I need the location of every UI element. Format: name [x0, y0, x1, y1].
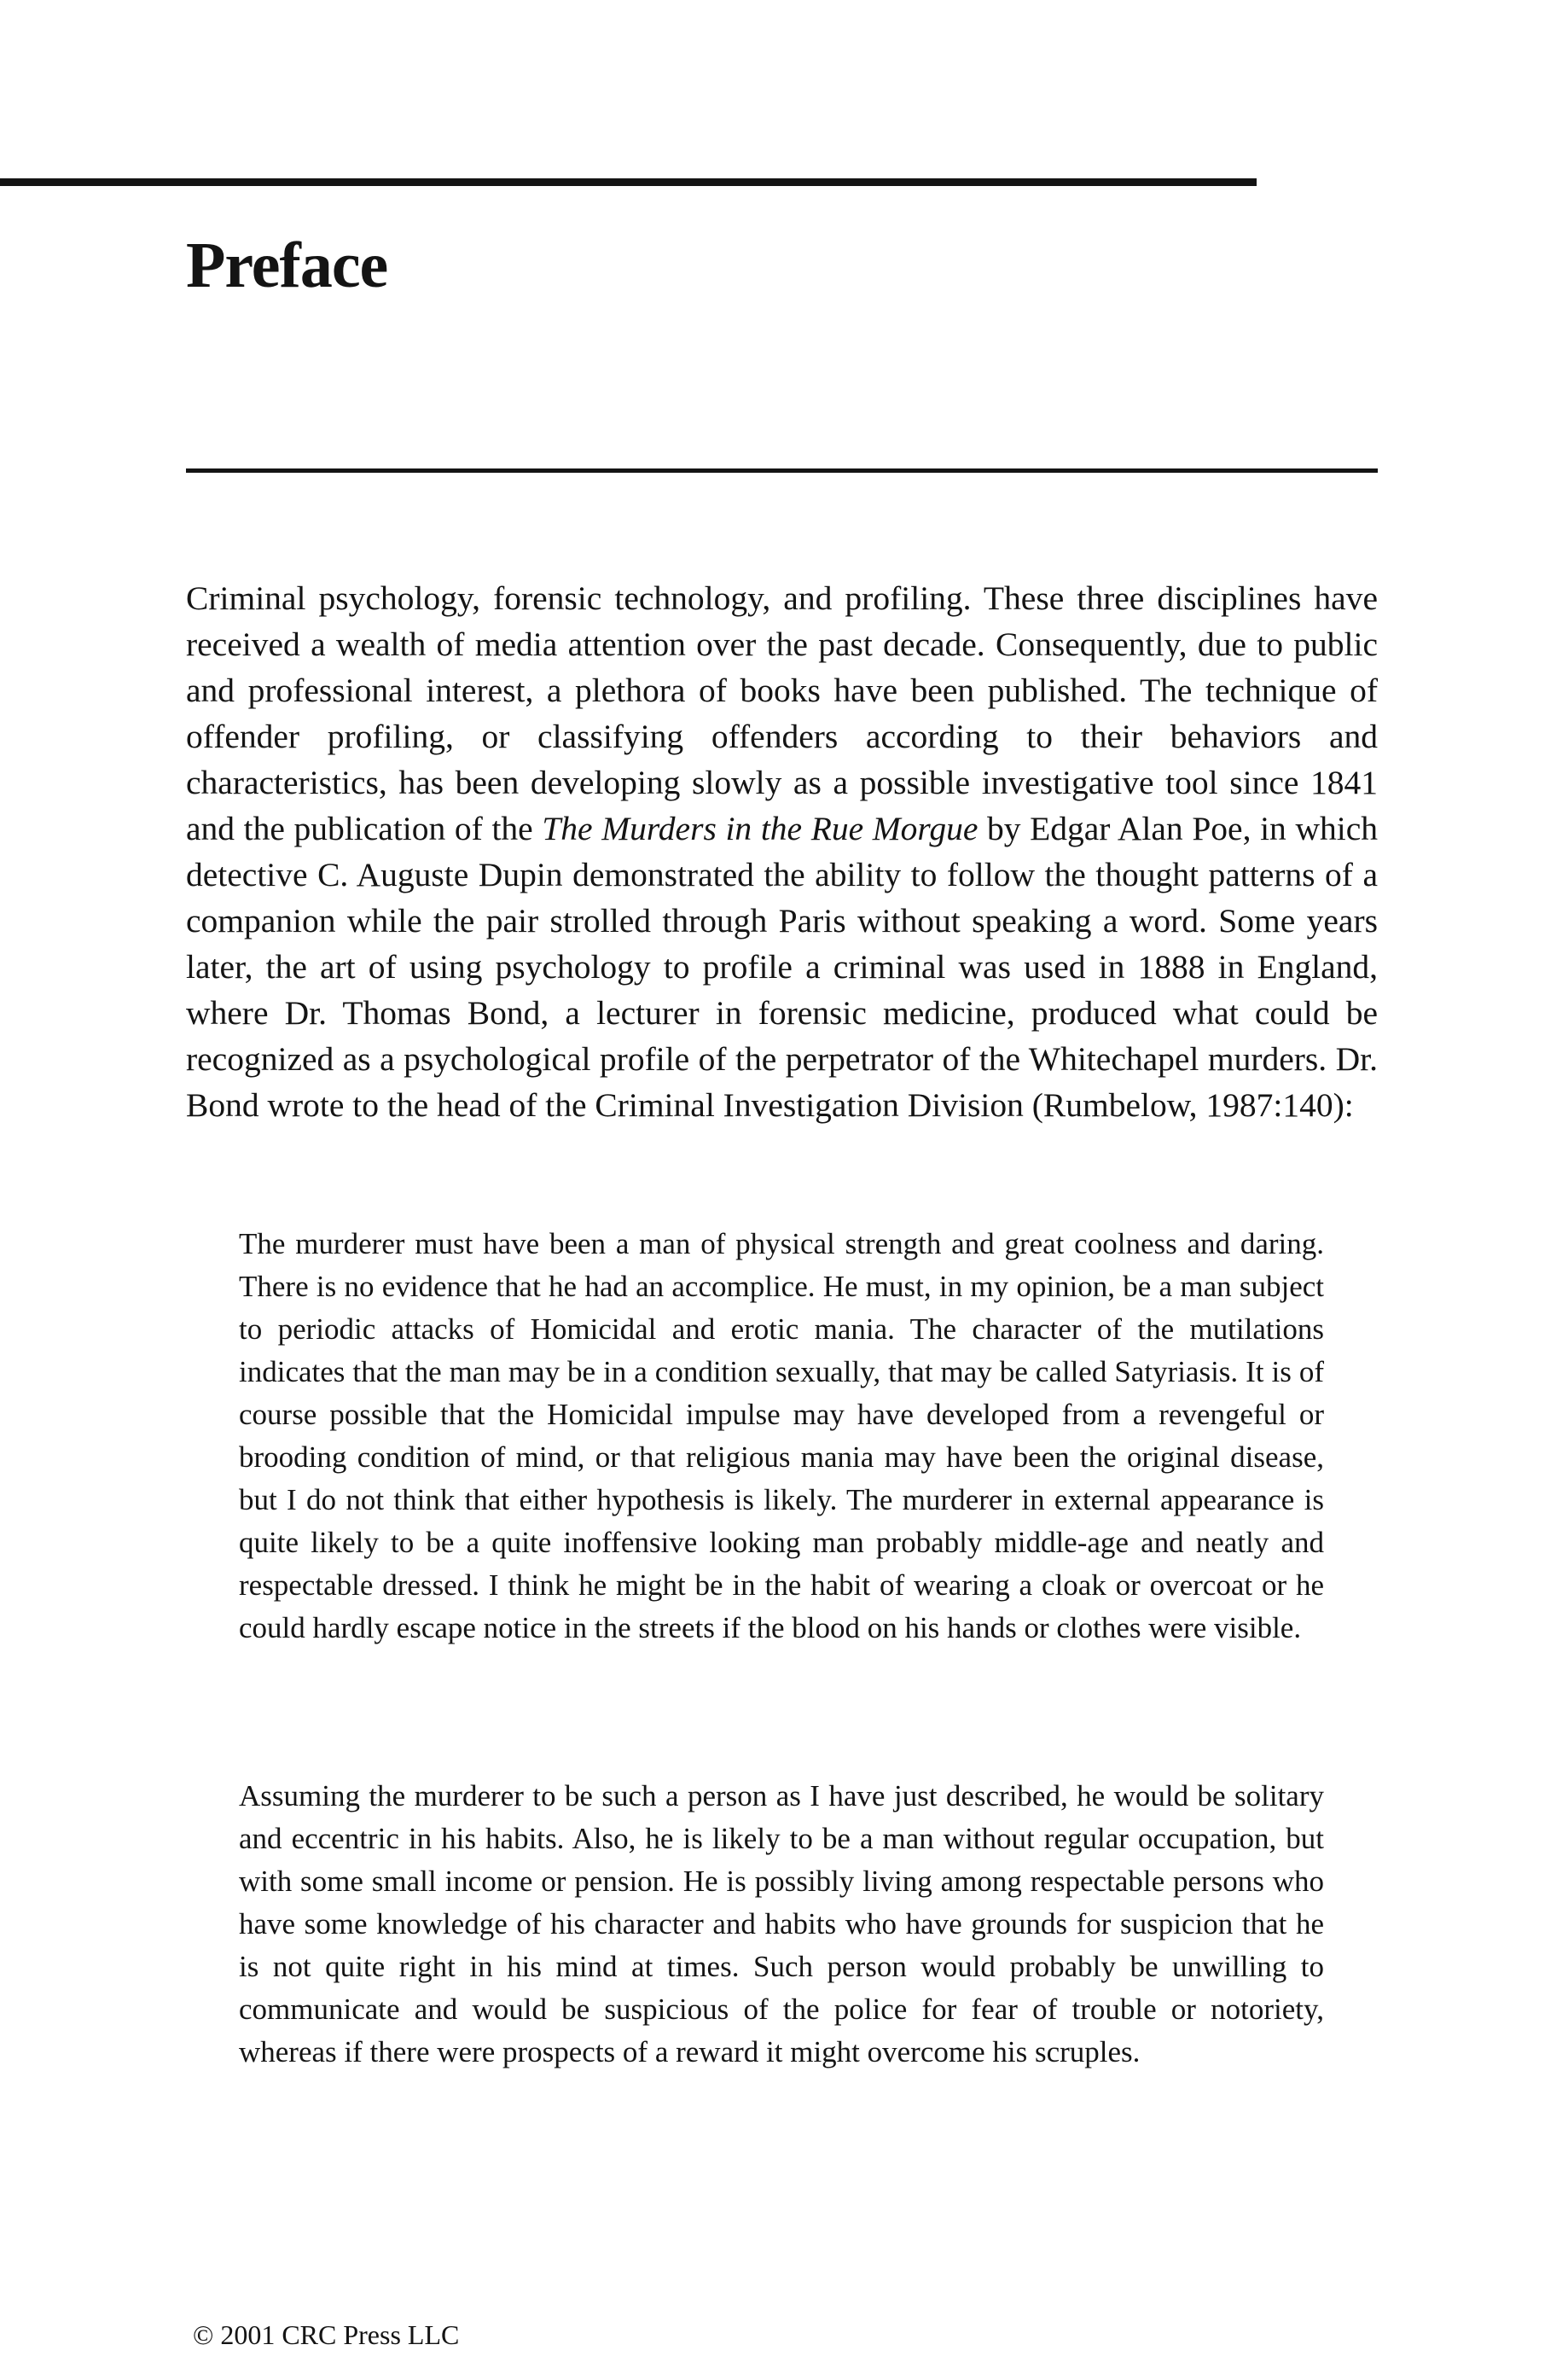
block-quote-1: The murderer must have been a man of physical strength and great coolness and daring. There is no evidence that he had an accomplice. He must, in my opinion, be a man subject to periodic attacks of Homicidal and erotic mania. The character of the mutilations indicates that the man may be in a condition sexually, that may be called Satyriasis. It is of course possible that the Homicidal impulse may have developed from a revengeful or brooding condition of mind, or that religious mania may have been the original disease, but I do not think that either hypothesis is likely. The murderer in external appearance is quite likely to be a quite inoffensive looking man probably middle-age and neatly and respectable dressed. I think he might be in the habit of wearing a cloak or overcoat or he could hardly escape notice in the streets if the blood on his hands or clothes were visible.: [239, 1227, 1324, 1644]
top-rule: [0, 178, 1257, 186]
section-divider: [186, 468, 1378, 473]
page-title: Preface: [186, 230, 388, 301]
intro-text-before: Criminal psychology, forensic technology, and profiling. These three disciplines have received a wealth of media attention over the past decade. Consequently, due to public and professional interest, a plethora of books have been published. The technique of offender profiling, or classifying offenders according to their behaviors and characteristics, has been developing slowly as a possible investigative tool since 1841 and the publication of the: [186, 579, 1378, 847]
intro-paragraph: [186, 575, 1378, 1128]
book-title: The Murders in the Rue Morgue: [542, 810, 979, 847]
block-quote-2: Assuming the murderer to be such a person as I have just described, he would be solitary and eccentric in his habits. Also, he is likely to be a man without regular occupation, but with some small income or pension. He is possibly living among respectable persons who have some knowledge of his character and habits who have grounds for suspicion that he is not quite right in his mind at times. Such person would probably be unwilling to communicate and would be suspicious of the police for fear of trouble or notoriety, whereas if there were prospects of a reward it might overcome his scruples.: [239, 1779, 1324, 2068]
intro-text-after: by Edgar Alan Poe, in which detective C. Auguste Dupin demonstrated the ability to follow the thought patterns of a companion while the pair strolled through Paris without speaking a word. Some years later, the art of using psychology to profile a criminal was used in 1888 in England, where Dr. Thomas Bond, a lecturer in forensic medicine, produced what could be recognized as a psychological profile of the perpetrator of the Whitechapel murders. Dr. Bond wrote to the head of the Criminal Investigation Division (Rumbelow, 1987:140):: [186, 810, 1378, 1124]
copyright-footer: © 2001 CRC Press LLC: [193, 2319, 460, 2350]
